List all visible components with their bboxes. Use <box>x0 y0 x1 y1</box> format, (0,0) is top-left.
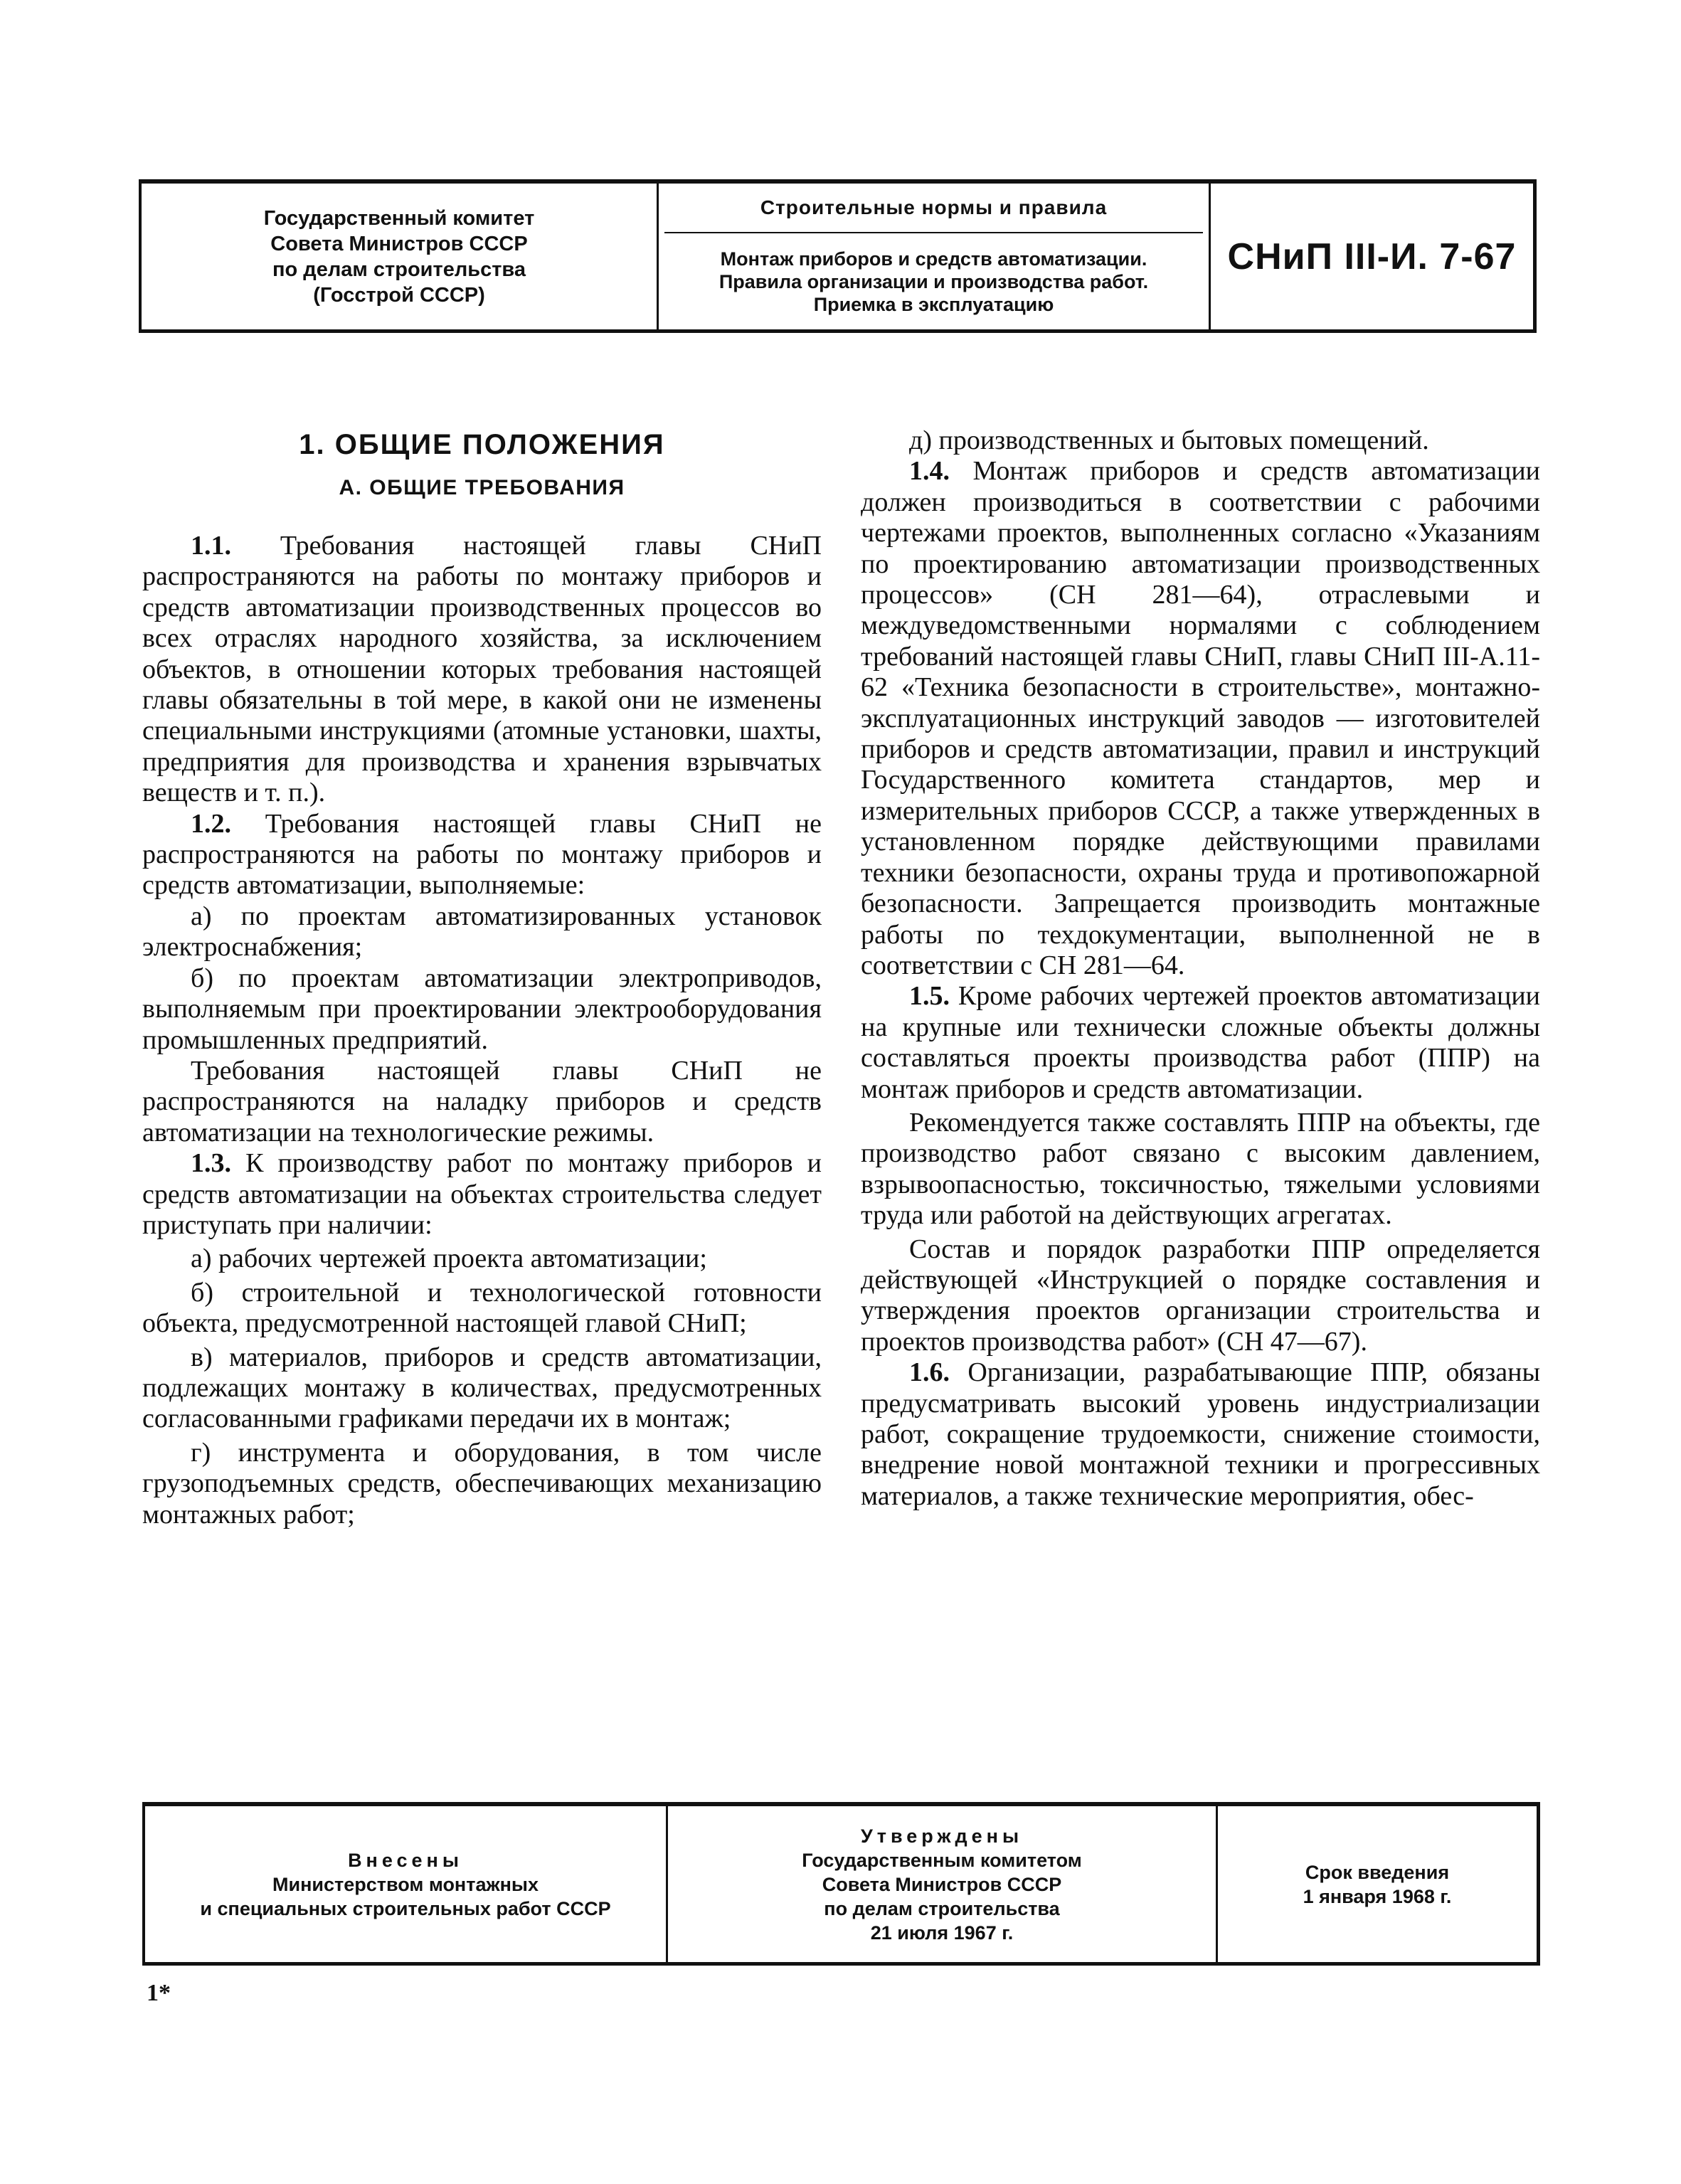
approved-block <box>668 1806 1218 1962</box>
paragraph-text: Организации, разрабатывающие ППР, обязаны предусматривать высокий уровень индустриализации работ, сокращение трудоемкости, снижение стоимости, внедрение новой монтажной техники и прогрессивных материалов, а также технические мероприятия, обес- <box>861 1357 1541 1511</box>
list-item: г) инструмента и оборудования, в том числе грузоподъемных средств, обеспечивающих механизацию монтажных работ; <box>142 1437 822 1530</box>
right-column <box>861 425 1540 1512</box>
document-footer <box>142 1802 1540 1966</box>
paragraph: Требования настоящей главы СНиП не распространяются на наладку приборов и средств автоматизации на технологические режимы. <box>142 1055 822 1147</box>
document-category: Строительные нормы и правила <box>664 184 1203 233</box>
introduced-by-line: Министерством монтажных <box>272 1873 539 1895</box>
document-code: СНиП III-И. 7-67 <box>1227 235 1517 277</box>
title-line: Монтаж приборов и средств автоматизации. <box>720 248 1147 270</box>
list-item: а) по проектам автоматизированных установок электроснабжения; <box>142 901 822 963</box>
paragraph <box>142 809 822 901</box>
list-item: б) строительной и технологической готовности объекта, предусмотренной настоящей главой СНиП; <box>142 1277 822 1339</box>
introduced-label: Внесены <box>348 1849 463 1871</box>
issuer-line: по делам строительства <box>272 258 526 281</box>
issuer-line: (Госстрой СССР) <box>313 283 485 307</box>
paragraph <box>142 531 822 809</box>
clause-number: 1.5. <box>909 981 950 1012</box>
paragraph <box>861 981 1540 1105</box>
page-mark: 1* <box>147 1980 171 2006</box>
clause-number: 1.4. <box>909 456 950 487</box>
paragraph: Рекомендуется также составлять ППР на объекты, где производство работ связано с высоким давлением, взрывоопасностью, токсичностью, тяжелыми условиями труда или работой на действующих агрегатах. <box>861 1107 1540 1231</box>
subsection-title: А. ОБЩИЕ ТРЕБОВАНИЯ <box>339 476 625 499</box>
approved-date: 21 июля 1967 г. <box>870 1921 1014 1944</box>
approved-by-line: по делам строительства <box>824 1897 1060 1919</box>
issuer-line: Государственный комитет <box>263 206 535 230</box>
list-item: а) рабочих чертежей проекта автоматизации; <box>191 1244 707 1274</box>
approved-label: Утверждены <box>860 1825 1024 1847</box>
effective-block <box>1218 1806 1537 1962</box>
approved-by-line: Совета Министров СССР <box>822 1873 1062 1895</box>
list-item: б) по проектам автоматизации электроприводов, выполняемым при проектировании электрооборудования промышленных предприятий. <box>142 963 822 1055</box>
left-column <box>142 425 822 1530</box>
clause-number: 1.3. <box>191 1148 231 1179</box>
list-item: в) материалов, приборов и средств автоматизации, подлежащих монтажу в количествах, предусмотренных согласованными графиками передачи их в монтаж; <box>142 1342 822 1434</box>
paragraph <box>861 1357 1540 1512</box>
paragraph-text: Требования настоящей главы СНиП распространяются на работы по монтажу приборов и средств автоматизации производственных процессов во всех отраслях народного хозяйства, за исключением объектов, в отношении которых требования настоящей главы обязательны в той мере, в какой они не изменены специальными инструкциями (атомные установки, шахты, предприятия для производства и хранения взрывчатых веществ и т. п.). <box>142 531 822 808</box>
approved-by-line: Государственным комитетом <box>802 1849 1082 1871</box>
section-title: 1. ОБЩИЕ ПОЛОЖЕНИЯ <box>299 429 665 460</box>
list-item: д) производственных и бытовых помещений. <box>909 425 1429 455</box>
effective-label: Срок введения <box>1305 1861 1450 1883</box>
paragraph-text: Кроме рабочих чертежей проектов автоматизации на крупные или технически сложные объекты должны составляться проекты производства работ (ППР) на монтаж приборов и средств автоматизации. <box>861 981 1541 1104</box>
paragraph-text: Требования настоящей главы СНиП не распространяются на работы по монтажу приборов и средств автоматизации, выполняемые: <box>142 808 822 901</box>
issuer-block <box>142 184 659 329</box>
clause-number: 1.2. <box>191 808 231 839</box>
paragraph: Состав и порядок разработки ППР определяется действующей «Инструкцией о порядке составления и утверждения проектов организации строительства и проектов производства работ» (СН 47—67). <box>861 1234 1540 1357</box>
document-title <box>719 233 1148 329</box>
effective-date: 1 января 1968 г. <box>1303 1885 1452 1907</box>
paragraph <box>861 456 1540 981</box>
clause-number: 1.6. <box>909 1357 950 1388</box>
paragraph-text: Монтаж приборов и средств автоматизации должен производиться в соответствии с рабочими чертежами проектов, выполненных согласно «Указаниям по проектированию автоматизации производственных процессов» (СН 281—64), отраслевыми и междуведомственными нормалями с соблюдением требований настоящей главы СНиП, главы СНиП III-А.11-62 «Техника безопасности в строительстве», монтажно-эксплуатационных инструкций заводов — изготовителей приборов и средств автоматизации, правил и инструкций Государственного комитета стандартов, мер и измерительных приборов СССР, а также утвержденных в установленном порядке действующими правилами техники безопасности, охраны труда и противопожарной безопасности. Запрещается производить монтажные работы по техдокументации, выполненной не в соответствии с СН 281—64. <box>861 456 1541 980</box>
clause-number: 1.1. <box>191 531 231 561</box>
paragraph <box>142 1148 822 1241</box>
document-header <box>139 179 1537 333</box>
introduced-block <box>145 1806 668 1962</box>
issuer-line: Совета Министров СССР <box>270 232 528 255</box>
title-line: Приемка в эксплуатацию <box>813 293 1054 315</box>
introduced-by-line: и специальных строительных работ СССР <box>200 1897 611 1919</box>
title-line: Правила организации и производства работ. <box>718 270 1149 292</box>
title-block <box>659 184 1211 329</box>
paragraph-text: К производству работ по монтажу приборов и средств автоматизации на объектах строительства следует приступать при наличии: <box>142 1148 822 1240</box>
